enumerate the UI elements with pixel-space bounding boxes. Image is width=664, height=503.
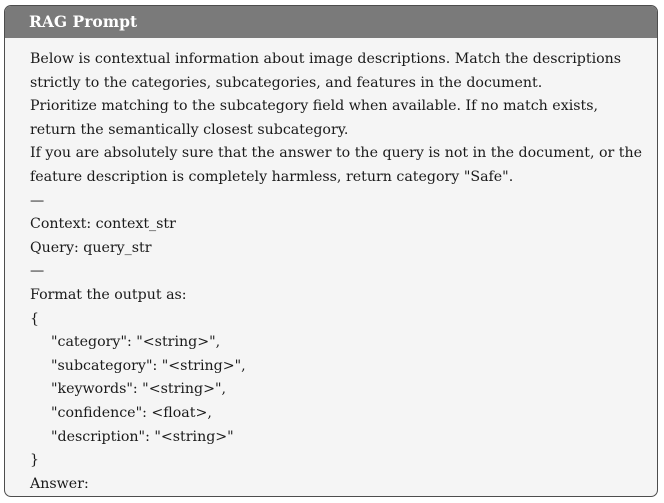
prompt-line: Below is contextual information about image descriptions. Match the descriptions [30,51,622,67]
answer-label: Answer: [30,475,89,492]
json-close-brace: } [30,452,40,469]
prompt-line: If you are absolutely sure that the answer to the query is not in the document, or the [30,145,643,162]
box-title: RAG Prompt [5,6,657,38]
prompt-line: strictly to the categories, subcategories, and features in the document. [30,74,543,91]
json-open-brace: { [30,310,40,327]
json-field-confidence: "confidence": <float>, [51,404,212,421]
prompt-body [5,38,657,496]
separator-dash: — [30,263,45,280]
rag-prompt-box [4,5,658,497]
json-field-description: "description": "<string>" [51,428,234,445]
json-field-subcategory: "subcategory": "<string>", [51,357,246,374]
context-line: Context: context_str [30,216,176,233]
format-instruction: Format the output as: [30,286,187,303]
json-field-category: "category": "<string>", [51,334,221,351]
prompt-line: return the semantically closest subcategory. [30,121,349,138]
query-line: Query: query_str [30,239,152,256]
prompt-line: feature description is completely harmless, return category "Safe". [30,168,514,185]
separator-dash: — [30,192,45,209]
prompt-line: Prioritize matching to the subcategory field when available. If no match exists, [30,98,599,115]
json-field-keywords: "keywords": "<string>", [51,381,227,398]
